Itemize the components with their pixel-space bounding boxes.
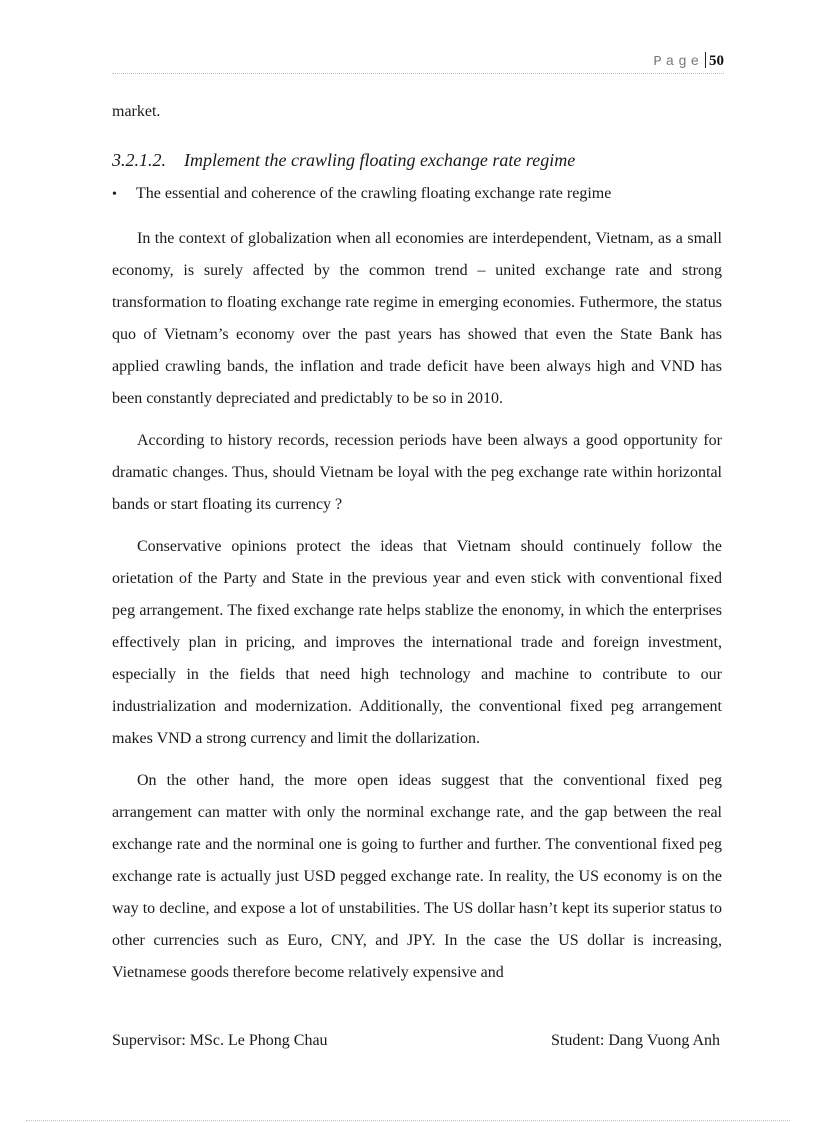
page-separator	[705, 52, 706, 68]
paragraph-globalization: In the context of globalization when all economies are interdependent, Vietnam, as a small economy, is surely affected by the common trend – united exchange rate and strong transformation to floating exchange rate regime in emerging economies. Futhermore, the status quo of Vietnam’s economy over the past years has showed that even the State Bank has applied crawling bands, the inflation and trade deficit have been always high and VND has been constantly depreciated and predictably to be so in 2010.	[112, 230, 722, 407]
footer-student: Student: Dang Vuong Anh	[551, 1032, 720, 1049]
page-label: Page	[653, 54, 703, 70]
paragraph-conservative: Conservative opinions protect the ideas that Vietnam should continuely follow the orietation of the Party and State in the previous year and even stick with conventional fixed peg arrangement. The fixed exchange rate helps stablize the enonomy, in which the enterprises effectively plan in pricing, and improves the international trade and foreign investment, especially in the fields that need high technology and machine to contribute to our industrialization and modernization. Additionally, the conventional fixed peg arrangement makes VND a strong currency and limit the dollarization.	[112, 538, 722, 747]
paragraph-open-ideas: On the other hand, the more open ideas suggest that the conventional fixed peg arrangement can matter with only the norminal exchange rate, and the gap between the real exchange rate and the norminal one is going to further and further. The conventional fixed peg exchange rate is actually just USD pegged exchange rate. In reality, the US economy is on the way to decline, and expose a lot of unstabilities. The US dollar hasn’t kept its superior status to other currencies such as Euro, CNY, and JPY. In the case the US dollar is increasing, Vietnamese goods therefore become relatively expensive and	[112, 772, 722, 981]
page-bottom-divider	[26, 1120, 790, 1121]
section-title: Implement the crawling floating exchange rate regime	[184, 150, 576, 170]
paragraph-history: According to history records, recession periods have been always a good opportunity for dramatic changes. Thus, should Vietnam be loyal with the peg exchange rate within horizontal bands or start floating its currency ?	[112, 432, 722, 513]
lead-line: market.	[112, 103, 161, 120]
footer-supervisor: Supervisor: MSc. Le Phong Chau	[112, 1032, 328, 1049]
bullet-icon: •	[112, 187, 117, 202]
page-footer	[112, 1026, 720, 1056]
bullet-text: The essential and coherence of the crawling floating exchange rate regime	[136, 185, 612, 202]
page-header	[112, 50, 724, 74]
bullet-item	[112, 178, 722, 211]
document-body	[112, 96, 722, 989]
page-number: 50	[709, 53, 724, 69]
section-number: 3.2.1.2.	[112, 150, 166, 170]
section-heading	[112, 144, 722, 176]
